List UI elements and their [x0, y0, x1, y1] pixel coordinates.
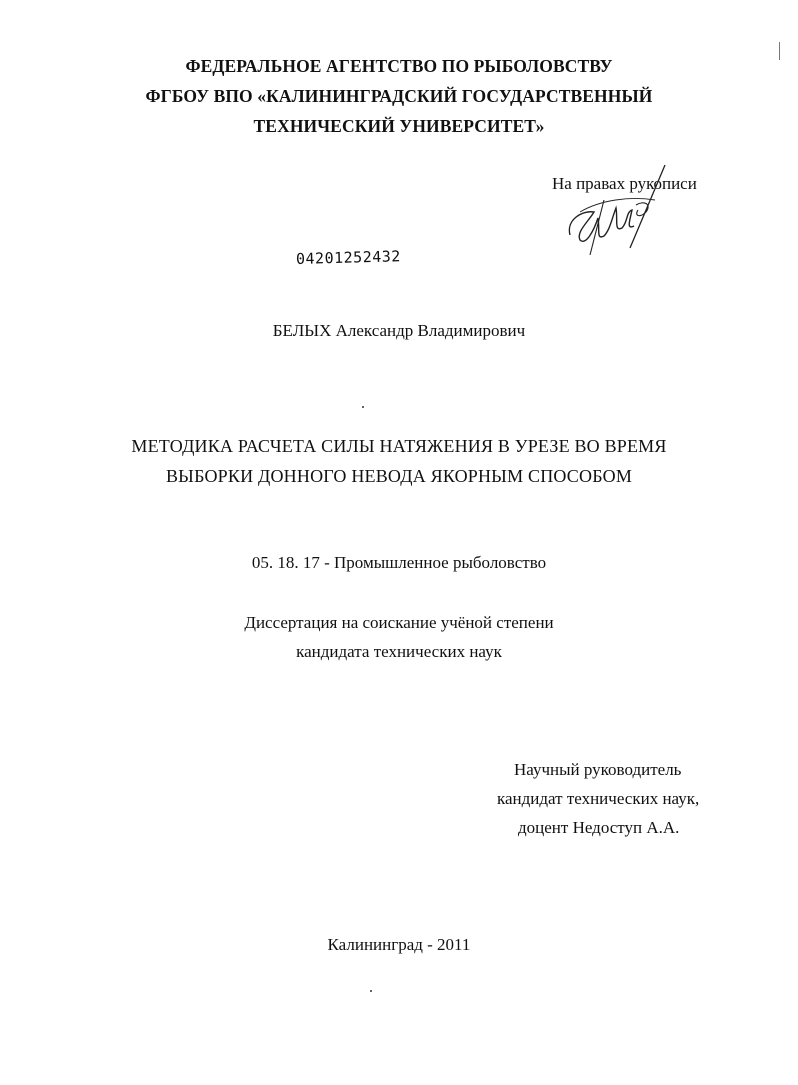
thesis-title-line1: МЕТОДИКА РАСЧЕТА СИЛЫ НАТЯЖЕНИЯ В УРЕЗЕ ВО ВРЕМЯ: [131, 436, 667, 456]
thesis-title-line2: ВЫБОРКИ ДОННОГО НЕВОДА ЯКОРНЫМ СПОСОБОМ: [165, 466, 633, 486]
place-year: Калининград - 2011: [327, 935, 471, 954]
supervisor-degree: кандидат технических наук,: [497, 789, 700, 808]
scan-speck: [370, 990, 372, 992]
manuscript-note: На правах рукописи: [552, 174, 697, 193]
signature: [560, 160, 680, 255]
scan-speck: [362, 406, 364, 408]
degree-line2: кандидата технических наук: [296, 642, 502, 661]
supervisor-label: Научный руководитель: [514, 760, 682, 779]
supervisor-name: доцент Недоступ А.А.: [518, 818, 680, 837]
registration-number: 04201252432: [295, 247, 402, 268]
university-name-line2: ТЕХНИЧЕСКИЙ УНИВЕРСИТЕТ»: [253, 116, 545, 136]
author-name: БЕЛЫХ Александр Владимирович: [272, 321, 526, 340]
agency-name: ФЕДЕРАЛЬНОЕ АГЕНТСТВО ПО РЫБОЛОВСТВУ: [185, 56, 613, 76]
degree-line1: Диссертация на соискание учёной степени: [244, 613, 554, 632]
specialty-code: 05. 18. 17 - Промышленное рыболовство: [251, 553, 547, 572]
university-name-line1: ФГБОУ ВПО «КАЛИНИНГРАДСКИЙ ГОСУДАРСТВЕННЫЙ: [145, 86, 653, 106]
